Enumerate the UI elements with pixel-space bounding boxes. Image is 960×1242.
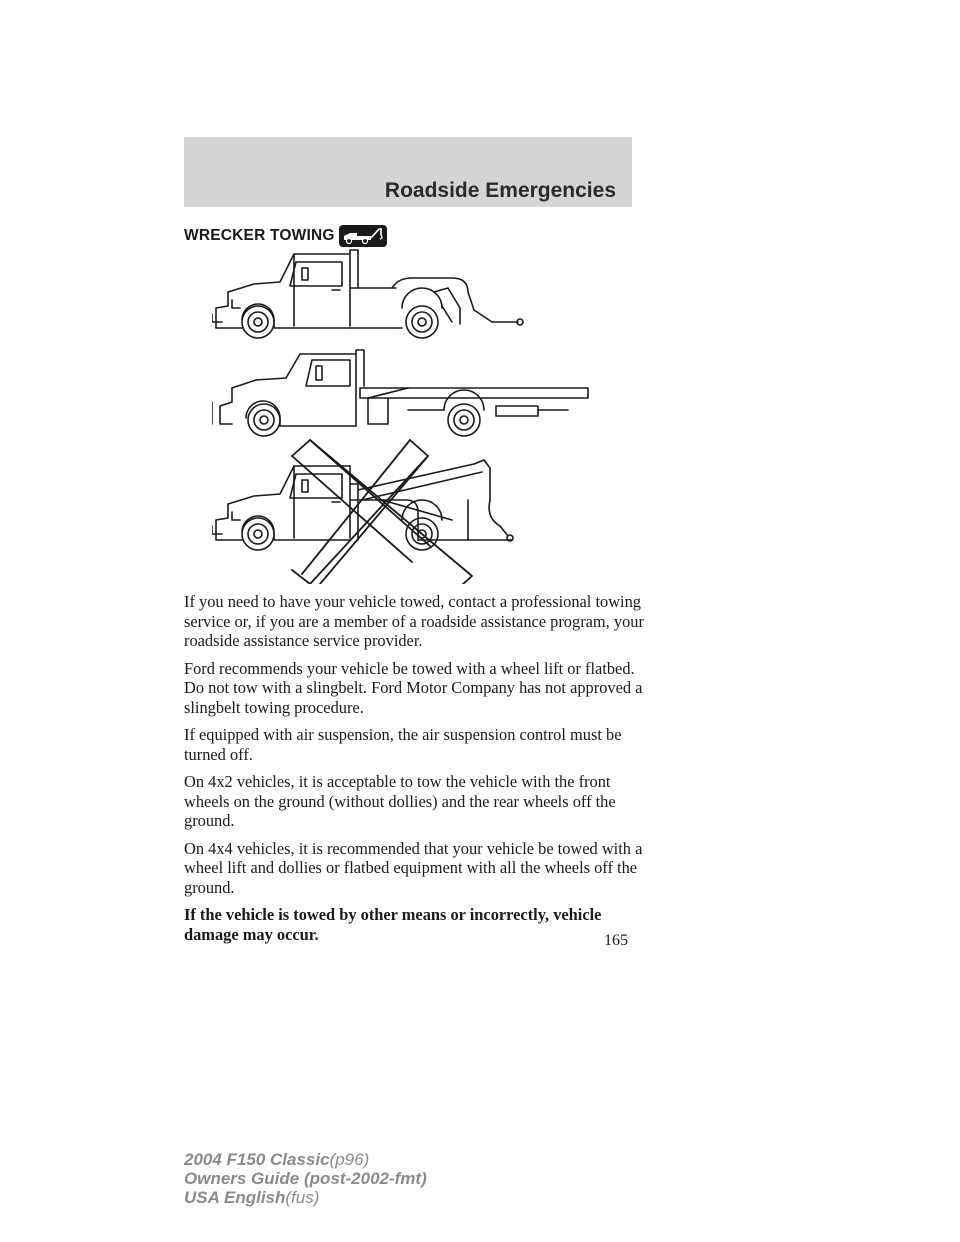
footer-line-3 — [184, 1188, 427, 1207]
flatbed-truck — [212, 350, 588, 436]
paragraph: Ford recommends your vehicle be towed with a wheel lift or flatbed. Do not tow with a slingbelt. Ford Motor Company has not approved a slingbelt towing procedure. — [184, 658, 643, 717]
section-title: Roadside Emergencies — [384, 179, 616, 202]
paragraph: On 4x2 vehicles, it is acceptable to tow the vehicle with the front wheels on the ground (without dollies) and the rear wheels off the ground. — [184, 772, 616, 830]
header-band — [184, 137, 632, 207]
footer-guide: Owners Guide (post-2002-fmt) — [184, 1169, 427, 1188]
slingbelt-truck — [212, 460, 513, 550]
footer-line-2 — [184, 1169, 427, 1188]
wheel-lift-truck — [212, 250, 523, 338]
footer-language: USA English — [184, 1188, 286, 1207]
prohibited-x-mark — [292, 440, 472, 584]
section-heading-text: WRECKER TOWING — [184, 227, 335, 244]
footer-model-code: (p96) — [329, 1150, 370, 1169]
towing-methods-figure — [212, 244, 596, 584]
paragraph: On 4x4 vehicles, it is recommended that your vehicle be towed with a wheel lift and dollies or flatbed equipment with all the wheels off the ground. — [184, 838, 643, 897]
footer-line-1 — [184, 1150, 427, 1169]
footer — [184, 1150, 427, 1207]
footer-language-code: (fus) — [285, 1188, 320, 1207]
page-number: 165 — [604, 932, 628, 949]
body-text — [184, 592, 644, 952]
footer-model: 2004 F150 Classic — [184, 1150, 330, 1169]
warning-paragraph: If the vehicle is towed by other means or incorrectly, vehicle damage may occur. — [184, 905, 602, 944]
paragraph: If you need to have your vehicle towed, contact a professional towing service or, if you are a member of a roadside assistance program, your roadside assistance service provider. — [184, 592, 644, 650]
paragraph: If equipped with air suspension, the air suspension control must be turned off. — [184, 725, 622, 764]
